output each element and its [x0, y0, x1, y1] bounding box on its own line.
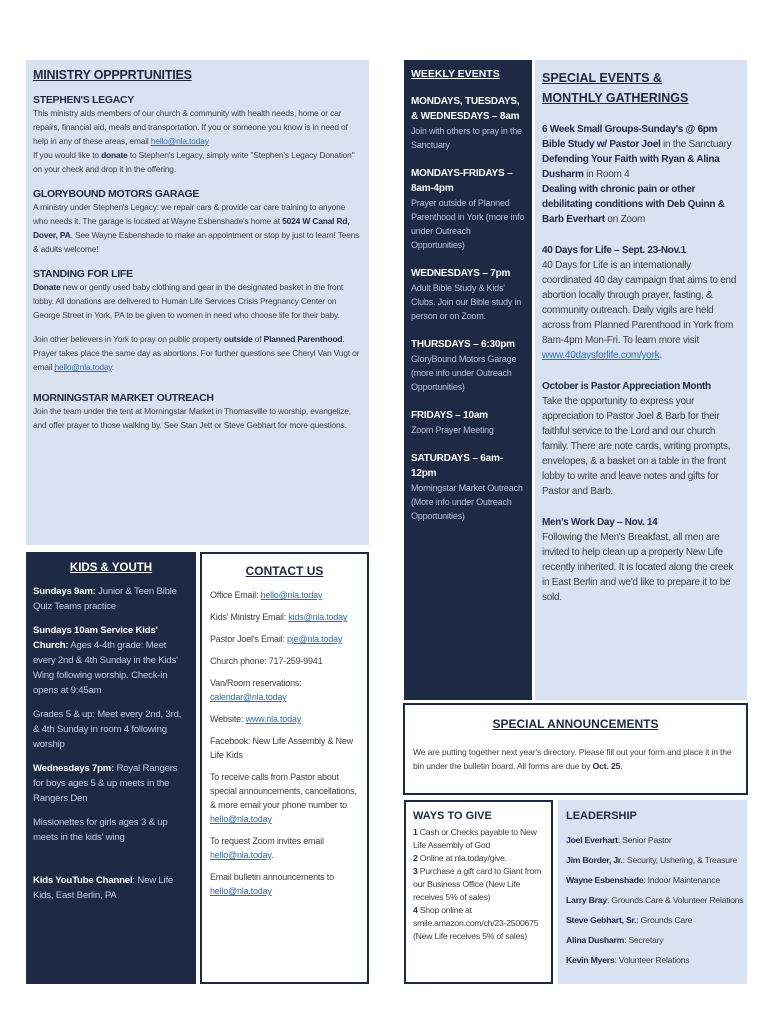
small-group-item: Dealing with chronic pain or other debilitating conditions with Deb Quinn & Barb Everhart on Zoom [542, 184, 725, 225]
small-group-item: Bible Study w/ Pastor Joel in the Sanctuary [542, 139, 732, 150]
leadership-panel [558, 800, 747, 984]
weekly-event [411, 266, 525, 323]
mens-work-day-text: Following the Men's Breakfast, all men are invited to help clean up a property New Life recently inherited. It is located along the creek in East Berlin and we'd like to prepare it to be sold. [542, 532, 734, 603]
standing-for-life-text: Donate new or gently used baby clothing and gear in the designated basket in the front lobby. All donations are delivered to Human Life Services Crisis Pregnancy Center on George Street in York, PA to be given to women in need who choose life for their baby. [33, 282, 344, 320]
contact-us-panel [200, 552, 369, 984]
weekly-event-time: THURSDAYS – 6:30pm [411, 339, 515, 350]
kids-youth-title: KIDS & YOUTH [69, 562, 153, 574]
leader-item: Kevin Myers: Volunteer Relations [566, 955, 690, 965]
leader-item: Alina Dusharm: Secretary [566, 935, 664, 945]
ministry-title: MINISTRY OPPPRTUNITIES [33, 68, 192, 82]
glorybound-text: A ministry under Stephen's Legacy: we repair cars & provide car care training to anyone who needs it. The garage is located at Wayne Esbenshade's home at 5024 W Canal Rd, Dover, PA. See Wayne Esbenshade to make an appointment or stop by just to learn! Teens & adults welcome! [33, 202, 360, 254]
give-item: 3 Purchase a gift card to Giant from our Business Office (New Life receives 5% of sales) [413, 866, 542, 902]
planned-parenthood-prayer-text: Join other believers in York to pray on public property outside of Planned Parenthood. Prayer takes place the same day as abortions. For further questions see Cheryl Van Vugt or email hello@nla.today. [33, 334, 360, 372]
ways-to-give-title: WAYS TO GIVE [413, 810, 492, 822]
weekly-event-desc: Adult Bible Study & Kids' Clubs. Join our Bible study in person or on Zoom. [411, 283, 522, 321]
weekly-event-time: WEDNESDAYS – 7pm [411, 268, 511, 279]
leader-item: Steve Gebhart, Sr.: Grounds Care [566, 915, 693, 925]
leader-item: Joel Everhart: Senior Pastor [566, 835, 672, 845]
40-days-link[interactable]: www.40daysforlife.com/york [542, 350, 660, 361]
kids-youth-panel [26, 552, 196, 984]
standing-for-life-heading: STANDING FOR LIFE [33, 268, 133, 280]
special-announcements-panel [403, 703, 748, 795]
pastor-appreciation-heading: October is Pastor Appreciation Month [542, 381, 711, 392]
weekly-event-desc: GloryBound Motors Garage (more info under Outreach Opportunities) [411, 354, 517, 392]
weekly-event-desc: Join with others to pray in the Sanctuary [411, 126, 522, 150]
weekly-events-title: WEEKLY EVENTS [411, 68, 500, 80]
weekly-event [411, 408, 525, 437]
pastor-email-line: Pastor Joel's Email: pje@nla.today [210, 634, 343, 644]
ministry-opportunities-panel [26, 60, 369, 545]
leader-item: Wayne Esbenshade: Indoor Maintenance [566, 875, 720, 885]
40-days-text: 40 Days for Life is an internationally coordinated 40 day campaign that aims to end abortion locally through prayer, fasting, & community outreach. Daily vigils are held across from Planned Parenthood in York from 8am-4pm Mon-Fri. To learn more visit www.40daysforlife.com/york. [542, 260, 737, 361]
weekly-event-time: MONDAYS, TUESDAYS, & WEDNESDAYS – 8am [411, 96, 520, 122]
give-item: 1 Cash or Checks payable to New Life Assembly of God [413, 827, 537, 850]
stephens-legacy-heading: STEPHEN'S LEGACY [33, 94, 134, 106]
bulletin-line: Email bulletin announcements to hello@nla.today [210, 872, 334, 896]
zoom-line: To request Zoom invites email hello@nla.today. [210, 836, 324, 860]
ways-to-give-panel [404, 800, 553, 984]
church-phone: Church phone: 717-259-9941 [210, 656, 323, 666]
40-days-heading: 40 Days for Life – Sept. 23-Nov.1 [542, 245, 686, 256]
hello-email-link[interactable]: hello@nla.today [54, 362, 112, 372]
kids-email-link[interactable]: kids@nla.today [288, 612, 348, 622]
kids-item: Sundays 9am: Junior & Teen Bible Quiz Teams practice [33, 586, 177, 612]
van-room-line: Van/Room reservations: calendar@nla.today [210, 678, 302, 702]
glorybound-heading: GLORYBOUND MOTORS GARAGE [33, 188, 200, 200]
announcement-text: We are putting together next year's directory. Please fill out your form and place it in the bin under the bulletin board. All forms are due by Oct. 25. [413, 747, 732, 771]
weekly-event [411, 94, 525, 152]
weekly-event [411, 451, 525, 523]
pastor-email-link[interactable]: pje@nla.today [287, 634, 343, 644]
pastor-appreciation-text: Take the opportunity to express your appreciation to Pastor Joel & Barb for their faithful service to the Lord and our church family. There are note cards, writing prompts, envelopes, & a basket on a table in the front lobby to write and leave notes and gifts for Pastor and Barb. [542, 396, 731, 497]
hello-email-link[interactable]: hello@nla.today [150, 136, 209, 146]
announcements-title: SPECIAL ANNOUNCEMENTS [492, 717, 659, 731]
calls-line: To receive calls from Pastor about special announcements, cancellations, & more email your phone number to hello@nla.today [210, 772, 357, 824]
give-item: 2 Online at nla.today/give. [413, 853, 507, 863]
weekly-event [411, 337, 525, 394]
stephens-legacy-text: This ministry aids members of our church & community with health needs, home or car repairs, financial aid, meals and transportation. If you or someone you know is in need of help in any of these areas, email hello@nla.today If you would like to donate to Stephen's Legacy, simply write "Stephen's Legacy Donation" on your check and drop it in the offering. [33, 108, 355, 174]
kids-email-line: Kids' Ministry Email: kids@nla.today [210, 612, 348, 622]
weekly-events-panel [404, 60, 532, 700]
leader-item: Larry Bray: Grounds Care & Volunteer Relations [566, 895, 744, 905]
hello-email-link[interactable]: hello@nla.today [210, 850, 272, 860]
kids-item: Sundays 10am Service Kids' Church: Ages 4-4th grade: Meet every 2nd & 4th Sunday in the Kids' Wing following worship. Check-in opens at 9:45am [33, 625, 178, 696]
weekly-event-time: SATURDAYS – 6am-12pm [411, 453, 503, 479]
kids-item: Wednesdays 7pm: Royal Rangers for boys ages 5 & up meets in the Rangers Den [33, 763, 178, 804]
weekly-event-time: MONDAYS-FRIDAYS – 8am-4pm [411, 168, 513, 194]
mens-work-day-heading: Men's Work Day – Nov. 14 [542, 517, 658, 528]
weekly-event-desc: Prayer outside of Planned Parenthood in York (more info under Outreach Opportunities) [411, 198, 525, 250]
leader-item: Jim Border, Jr.: Security, Ushering, & Treasure [566, 855, 738, 865]
weekly-event-time: FRIDAYS – 10am [411, 410, 488, 421]
leadership-title: LEADERSHIP [566, 810, 637, 822]
website-line: Website: www.nla.today [210, 714, 301, 724]
calendar-email-link[interactable]: calendar@nla.today [210, 692, 287, 702]
contact-title: CONTACT US [245, 564, 324, 578]
kids-item: Grades 5 & up: Meet every 2nd, 3rd, & 4th Sunday in room 4 following worship [33, 709, 182, 750]
morningstar-text: Join the team under the tent at Morningstar Market in Thomasville to worship, evangelize, and offer prayer to those walking by. See Stan Jett or Steve Gebhart for more questions. [33, 406, 351, 430]
weekly-event-desc: Zoom Prayer Meeting [411, 425, 494, 435]
office-email-link[interactable]: hello@nla.today [260, 590, 323, 600]
hello-email-link[interactable]: hello@nla.today [210, 886, 272, 896]
small-group-item: Defending Your Faith with Ryan & Alina Dusharm in Room 4 [542, 154, 720, 180]
garage-address: 5024 W Canal Rd, Dover, PA [33, 216, 350, 240]
special-events-title: SPECIAL EVENTS & MONTHLY GATHERINGS [542, 71, 689, 105]
kids-item: Missionettes for girls ages 3 & up meets in the kids' wing [33, 817, 168, 843]
kids-youtube-item: Kids YouTube Channel: New Life Kids, East Berlin, PA [33, 875, 174, 901]
facebook-line: Facebook: New Life Assembly & New Life Kids [210, 736, 353, 760]
office-email-line: Office Email: hello@nla.today [210, 590, 323, 600]
hello-email-link[interactable]: hello@nla.today [210, 814, 272, 824]
special-events-panel [535, 60, 747, 700]
weekly-event-desc: Morningstar Market Outreach (More info under Outreach Opportunities) [411, 483, 523, 521]
weekly-event [411, 166, 525, 252]
give-item: 4 Shop online at smile.amazon.com/ch/23-2500675 (New Life receives 5% of sales) [413, 905, 539, 941]
small-groups-heading: 6 Week Small Groups-Sunday's @ 6pm [542, 124, 718, 135]
morningstar-heading: MORNINGSTAR MARKET OUTREACH [33, 392, 214, 404]
website-link[interactable]: www.nla.today [245, 714, 301, 724]
